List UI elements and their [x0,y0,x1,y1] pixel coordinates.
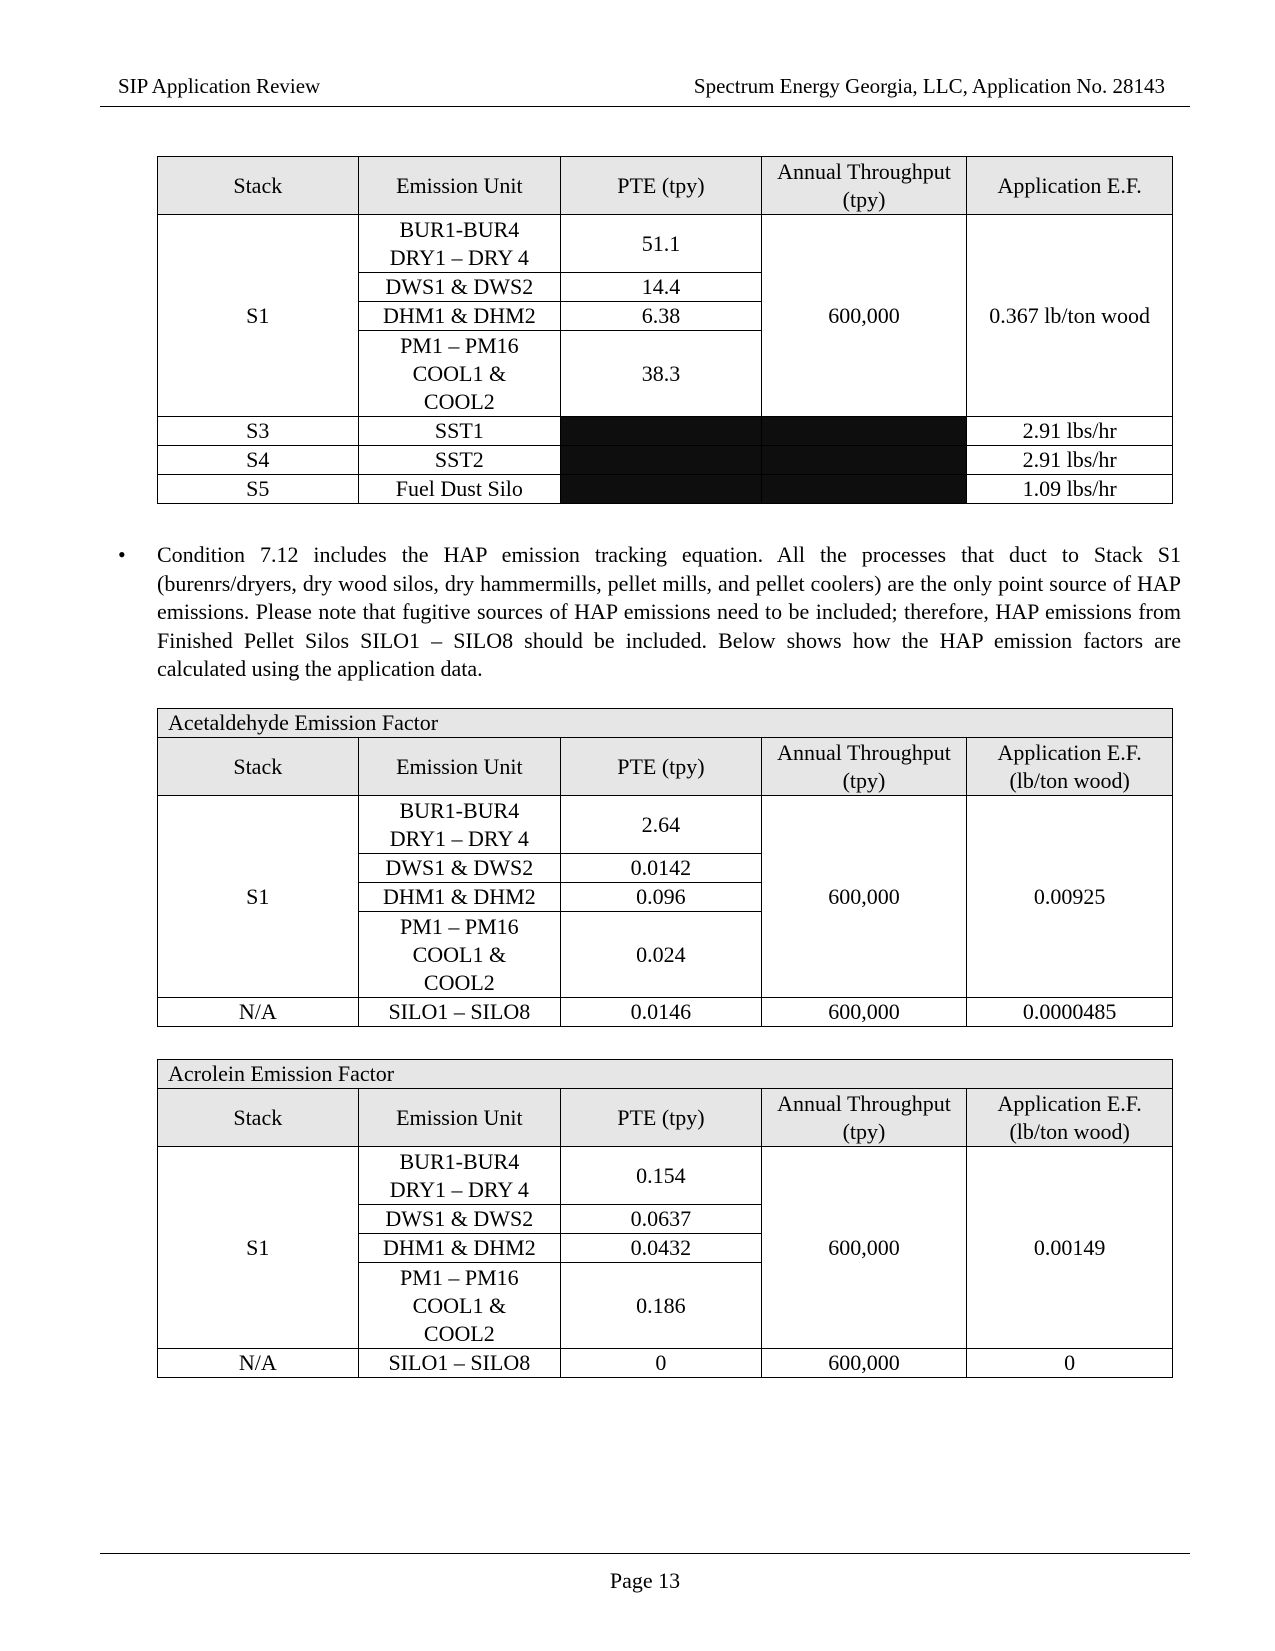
ef-cell: 1.09 lbs/hr [967,475,1173,504]
unit-line: PM1 – PM16 [400,913,519,939]
ef-cell: 0 [967,1349,1173,1378]
table-header-row [158,738,1173,796]
redacted-cell [761,475,967,504]
pte-cell: 0.154 [561,1147,762,1205]
col-header-throughput: Annual Throughput (tpy) [761,157,967,215]
unit-cell: SST1 [358,417,561,446]
unit-line: COOL1 & [412,1292,507,1318]
col-header-pte: PTE (tpy) [561,1089,762,1147]
pte-cell: 6.38 [561,302,762,331]
throughput-cell: 600,000 [761,215,967,417]
table-row [158,417,1173,446]
table-caption-row [158,1060,1173,1089]
stack-cell: N/A [158,1349,359,1378]
pte-cell: 38.3 [561,331,762,417]
pte-cell: 0.0432 [561,1234,762,1263]
unit-cell [358,1263,561,1349]
unit-line: COOL2 [423,969,495,995]
page-header [100,70,1190,107]
unit-cell: DHM1 & DHM2 [358,302,561,331]
unit-line: DRY1 – DRY 4 [389,825,529,851]
bullet-paragraph [112,541,1181,684]
table-caption: Acetaldehyde Emission Factor [158,709,1173,738]
redacted-cell [761,417,967,446]
throughput-cell: 600,000 [761,998,967,1027]
header-left: SIP Application Review [118,74,321,98]
pte-cell: 0.186 [561,1263,762,1349]
ef-cell: 2.91 lbs/hr [967,417,1173,446]
col-header-throughput: Annual Throughput (tpy) [761,738,967,796]
stack-cell: S3 [158,417,359,446]
table-row [158,1147,1173,1205]
pte-cell: 0.024 [561,912,762,998]
table-row [158,796,1173,854]
unit-cell: Fuel Dust Silo [358,475,561,504]
unit-line: DRY1 – DRY 4 [389,244,529,270]
unit-cell: SILO1 – SILO8 [358,998,561,1027]
unit-cell: DHM1 & DHM2 [358,1234,561,1263]
stack-cell: S5 [158,475,359,504]
page-number: Page 13 [609,1568,681,1593]
unit-cell: DWS1 & DWS2 [358,854,561,883]
col-header-ef: Application E.F. [967,157,1173,215]
pte-table [157,156,1173,504]
stack-cell: S1 [158,796,359,998]
unit-line: PM1 – PM16 [400,1264,519,1290]
table-row [158,998,1173,1027]
unit-cell [358,796,561,854]
col-header-ef: Application E.F. (lb/ton wood) [967,738,1173,796]
unit-line: BUR1-BUR4 [399,216,520,242]
pte-cell: 0.0146 [561,998,762,1027]
pte-cell: 0.0142 [561,854,762,883]
stack-cell: S1 [158,215,359,417]
unit-cell [358,331,561,417]
unit-cell [358,1147,561,1205]
redacted-cell [561,446,762,475]
table-caption: Acrolein Emission Factor [158,1060,1173,1089]
col-header-pte: PTE (tpy) [561,738,762,796]
pte-cell: 0.096 [561,883,762,912]
unit-cell: SILO1 – SILO8 [358,1349,561,1378]
stack-cell: N/A [158,998,359,1027]
col-header-pte: PTE (tpy) [561,157,762,215]
col-header-stack: Stack [158,738,359,796]
table-caption-row [158,709,1173,738]
pte-cell: 14.4 [561,273,762,302]
unit-line: COOL1 & [412,360,507,386]
unit-line: BUR1-BUR4 [399,1148,520,1174]
table-row [158,446,1173,475]
unit-line: COOL2 [423,1320,495,1346]
unit-cell [358,215,561,273]
unit-cell: DHM1 & DHM2 [358,883,561,912]
ef-cell: 0.00925 [967,796,1173,998]
bullet-text: Condition 7.12 includes the HAP emission tracking equation. All the processes that duct to Stack S1 (burenrs/dryers, dry wood silos, dry hammermills, pellet mills, and pellet coolers) are the only point source of HAP emissions. Please note that fugitive sources of HAP emissions need to be included; therefore, HAP emissions from Finished Pellet Silos SILO1 – SILO8 should be included. Below shows how the HAP emission factors are calculated using the application data. [157,542,1181,681]
stack-cell: S4 [158,446,359,475]
redacted-cell [561,417,762,446]
redacted-cell [761,446,967,475]
col-header-unit: Emission Unit [358,1089,561,1147]
pte-cell: 2.64 [561,796,762,854]
unit-line: COOL1 & [412,941,507,967]
redacted-cell [561,475,762,504]
pte-cell: 51.1 [561,215,762,273]
col-header-stack: Stack [158,157,359,215]
col-header-stack: Stack [158,1089,359,1147]
unit-line: BUR1-BUR4 [399,797,520,823]
unit-line: COOL2 [423,388,495,414]
unit-cell: SST2 [358,446,561,475]
throughput-cell: 600,000 [761,1349,967,1378]
table-row [158,1349,1173,1378]
table-row [158,475,1173,504]
throughput-cell: 600,000 [761,796,967,998]
table-header-row [158,1089,1173,1147]
unit-line: PM1 – PM16 [400,332,519,358]
stack-cell: S1 [158,1147,359,1349]
throughput-cell: 600,000 [761,1147,967,1349]
bullet-symbol: • [118,542,126,567]
col-header-unit: Emission Unit [358,738,561,796]
table-header-row [158,157,1173,215]
ef-cell: 2.91 lbs/hr [967,446,1173,475]
ef-cell: 0.0000485 [967,998,1173,1027]
page-footer [100,1553,1190,1594]
ef-cell: 0.367 lb/ton wood [967,215,1173,417]
pte-cell: 0 [561,1349,762,1378]
col-header-ef: Application E.F. (lb/ton wood) [967,1089,1173,1147]
col-header-throughput: Annual Throughput (tpy) [761,1089,967,1147]
unit-cell [358,912,561,998]
unit-line: DRY1 – DRY 4 [389,1176,529,1202]
table-row [158,215,1173,273]
unit-cell: DWS1 & DWS2 [358,273,561,302]
unit-cell: DWS1 & DWS2 [358,1205,561,1234]
ef-cell: 0.00149 [967,1147,1173,1349]
col-header-unit: Emission Unit [358,157,561,215]
header-right: Spectrum Energy Georgia, LLC, Application No. 28143 [693,74,1165,98]
pte-cell: 0.0637 [561,1205,762,1234]
acrolein-table [157,1059,1173,1378]
acetaldehyde-table [157,708,1173,1027]
